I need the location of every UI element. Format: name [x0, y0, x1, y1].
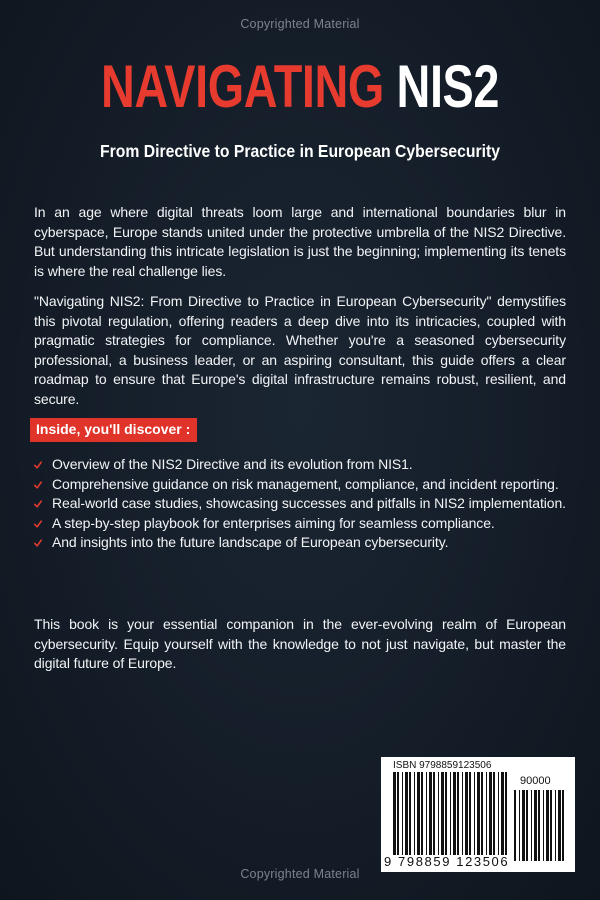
- title-rest: NIS2: [396, 53, 500, 120]
- price-code: 90000: [520, 775, 551, 787]
- barcode-bar: [409, 772, 411, 855]
- barcode-bar: [562, 790, 564, 861]
- barcode-bar: [445, 772, 447, 855]
- barcode-bar: [429, 772, 432, 855]
- barcode-bar: [402, 772, 403, 855]
- check-icon: [34, 481, 42, 489]
- description-paragraph: "Navigating NIS2: From Directive to Practice in European Cybersecurity" demystifies this pivotal regulation, offering readers a deep dive into its intricacies, coupled with pragmatic strategies for compliance. Whether you're a seasoned cybersecurity professional, a business leader, or an aspiring consultant, this guide offers a clear roadmap to ensure that Europe's digital infrastructure remains robust, resilient, and secure.: [34, 293, 566, 407]
- barcode-bar: [469, 772, 471, 855]
- barcode-bar: [498, 772, 499, 855]
- barcode-bar: [465, 772, 468, 855]
- barcode-bar: [514, 790, 516, 861]
- price-addon-bars: [514, 790, 564, 861]
- barcode-bar: [417, 772, 420, 855]
- book-subtitle: From Directive to Practice in European Cybersecurity: [99, 141, 501, 161]
- check-icon: [34, 520, 42, 528]
- barcode-bar: [421, 772, 423, 855]
- barcode-bar: [534, 790, 537, 861]
- barcode-bar: [453, 772, 456, 855]
- barcode-bar: [522, 790, 525, 861]
- barcode-bar: [397, 772, 399, 855]
- barcode-bar: [519, 790, 520, 861]
- barcode-bar: [526, 790, 528, 861]
- list-item-text: A step-by-step playbook for enterprises aiming for seamless compliance.: [52, 514, 495, 531]
- barcode-bar: [450, 772, 451, 855]
- barcode-bar: [477, 772, 480, 855]
- isbn-label: ISBN 9798859123506: [393, 760, 492, 771]
- intro-paragraph: In an age where digital threats loom large and international boundaries blur in cyberspace, Europe stands united under the protective umbrella of the NIS2 Directive. But understanding this intricate legislation is just the beginning; implementing its tenets is where the real challenge lies.: [34, 204, 566, 279]
- barcode-bar: [543, 790, 544, 861]
- check-icon: [34, 539, 42, 547]
- barcode-bar: [489, 772, 492, 855]
- barcode-bar: [414, 772, 415, 855]
- book-title: [66, 48, 534, 126]
- barcode-bar: [462, 772, 463, 855]
- list-item: [34, 533, 566, 553]
- list-item: [34, 455, 566, 475]
- barcode-digits: 9 798859 123506: [384, 854, 510, 869]
- watermark-bottom: Copyrighted Material: [240, 867, 360, 881]
- closing-paragraph: This book is your essential companion in the ever-evolving realm of European cybersecurity. Equip yourself with the knowledge to not just navigate, but master the digital future of Europe.: [34, 616, 566, 671]
- barcode-bar: [558, 790, 561, 861]
- list-item-text: Overview of the NIS2 Directive and its evolution from NIS1.: [52, 456, 413, 472]
- barcode-bar: [441, 772, 444, 855]
- list-item: [34, 514, 566, 534]
- list-item: [34, 475, 566, 495]
- barcode-bar: [501, 772, 504, 855]
- list-item-text: Real-world case studies, showcasing successes and pitfalls in NIS2 implementation.: [52, 495, 566, 511]
- watermark-top: Copyrighted Material: [240, 17, 360, 31]
- barcode-bar: [426, 772, 427, 855]
- barcode-bar: [550, 790, 552, 861]
- barcode-bar: [538, 790, 540, 861]
- barcode-bar: [393, 772, 396, 855]
- list-item-text: And insights into the future landscape of European cybersecurity.: [52, 534, 449, 550]
- barcode-bar: [486, 772, 487, 855]
- barcode-bar: [474, 772, 475, 855]
- barcode-bar: [481, 772, 483, 855]
- barcode-bar: [555, 790, 556, 861]
- barcode-bar: [531, 790, 532, 861]
- barcode-bar: [546, 790, 549, 861]
- barcode-bar: [505, 772, 507, 855]
- list-item-text: Comprehensive guidance on risk management, compliance, and incident reporting.: [52, 475, 559, 492]
- discover-label: Inside, you'll discover :: [30, 418, 197, 442]
- barcode-bar: [433, 772, 435, 855]
- barcode-bar: [438, 772, 439, 855]
- list-item: [34, 494, 566, 514]
- check-icon: [34, 500, 42, 508]
- isbn-barcode: [381, 757, 575, 872]
- title-accent-word: NAVIGATING: [100, 53, 384, 120]
- main-barcode-bars: [393, 772, 507, 855]
- barcode-bar: [457, 772, 459, 855]
- barcode-bar: [493, 772, 495, 855]
- barcode-bar: [405, 772, 408, 855]
- feature-list: [34, 455, 566, 553]
- check-icon: [34, 461, 42, 469]
